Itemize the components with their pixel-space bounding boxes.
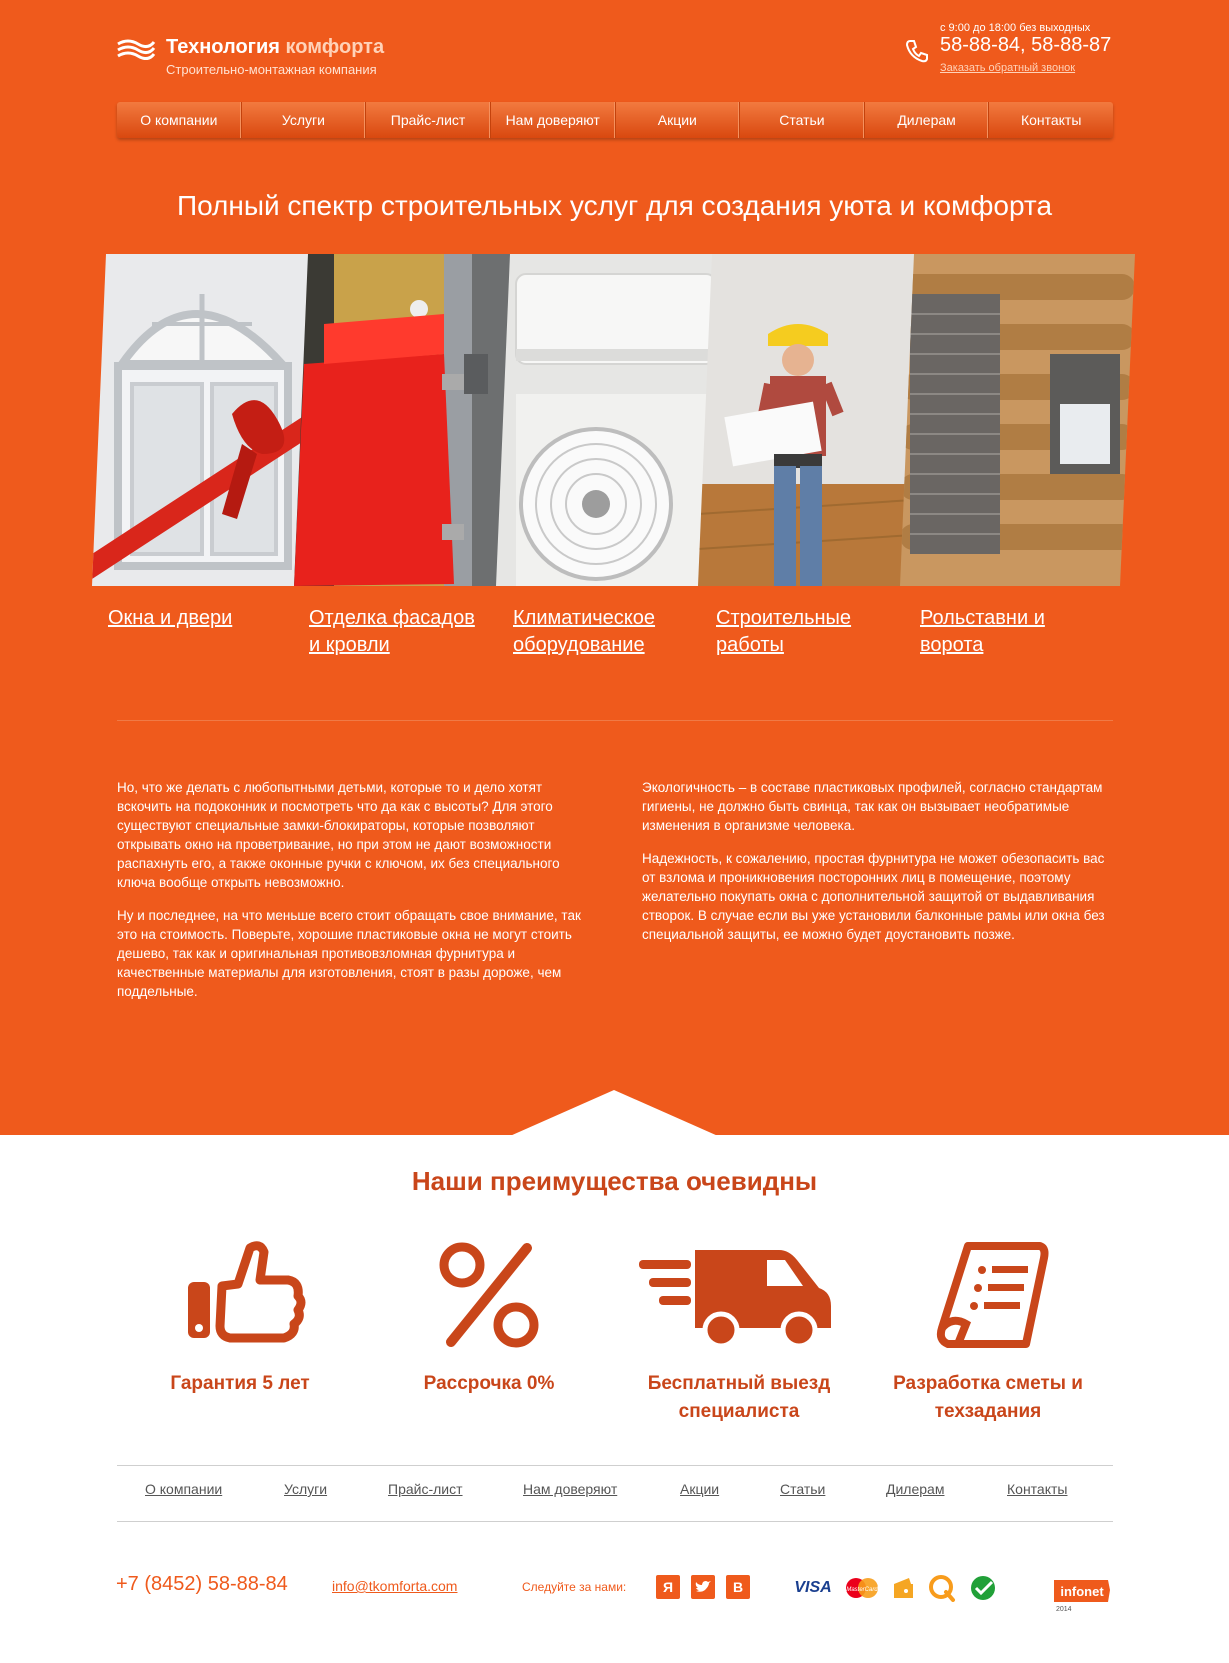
logo-wave-icon	[116, 38, 156, 60]
twitter-icon[interactable]	[691, 1575, 715, 1599]
footer-nav-articles[interactable]: Статьи	[780, 1481, 826, 1497]
service-panels	[92, 254, 1135, 586]
nav-item-articles[interactable]: Статьи	[740, 102, 865, 138]
nav-item-services[interactable]: Услуги	[242, 102, 367, 138]
nav-item-dealers[interactable]: Дилерам	[865, 102, 990, 138]
footer-nav-about[interactable]: О компании	[145, 1481, 223, 1497]
qiwi-icon	[928, 1574, 956, 1602]
delivery-van-icon	[639, 1240, 839, 1350]
text-column-right	[642, 778, 1112, 958]
svg-text:infonet: infonet	[1060, 1584, 1104, 1599]
logo[interactable]	[116, 34, 436, 84]
paragraph: Надежность, к сожалению, простая фурнитура не может обезопасить вас от взлома и проникновения посторонних лиц в помещение, поэтому желательно покупать окна с дополнительной защитой от выдавливания створок. В случае если вы уже установили балконные рамы или окна без специальной защиты, ее можно будет доустановить позже.	[642, 851, 1105, 942]
paragraph: Но, что же делать с любопытными детьми, которые то и дело хотят вскочить на подоконник и посмотреть что да как с высоты? Для этого существуют специальные замки-блокираторы, которые позволяют открывать окно на проветривание, но при этом не дают возможности распахнуть его, а также оконные ручки с ключом, их без специального ключа вообще открыть невозможно.	[117, 780, 560, 890]
panel-facades[interactable]	[294, 254, 524, 586]
nav-item-contacts[interactable]: Контакты	[1020, 112, 1082, 128]
panel-construction[interactable]	[698, 254, 928, 586]
svg-text:2014: 2014	[1056, 1606, 1072, 1612]
panel-windows[interactable]	[92, 254, 322, 586]
advantage-free-visit	[614, 1240, 864, 1426]
footer-divider-top	[117, 1465, 1113, 1466]
advantage-estimate	[863, 1240, 1113, 1426]
follow-us-label: Следуйте за нами:	[522, 1580, 627, 1594]
working-hours: с 9:00 до 18:00 без выходных	[940, 22, 1091, 34]
thumbs-up-icon	[170, 1240, 310, 1350]
phone-icon	[904, 38, 930, 64]
advantage-label: Бесплатный выезд специалиста	[647, 1373, 831, 1422]
service-links	[100, 605, 1140, 665]
logo-subtitle: Строительно-монтажная компания	[166, 62, 377, 77]
section-divider	[117, 720, 1113, 721]
paragraph: Экологичность – в составе пластиковых профилей, согласно стандартам гигиены, не должно быть свинца, так как он вызывает необратимые изменения в организме человека.	[642, 780, 1103, 833]
yandex-icon[interactable]: Я	[656, 1575, 680, 1599]
main-nav	[117, 102, 1113, 138]
nav-item-trust[interactable]: Нам доверяют	[491, 102, 616, 138]
footer-phone: +7 (8452) 58-88-84	[116, 1573, 288, 1595]
footer-nav-dealers[interactable]: Дилерам	[886, 1481, 945, 1497]
panel-climate[interactable]	[496, 254, 726, 586]
svg-text:MasterCard: MasterCard	[846, 1587, 878, 1593]
footer-email-link[interactable]: info@tkomforta.com	[332, 1578, 458, 1594]
nav-item-promotions[interactable]: Акции	[616, 102, 741, 138]
percent-icon	[419, 1240, 559, 1350]
advantage-label: Рассрочка 0%	[423, 1373, 555, 1394]
visa-icon: VISA	[794, 1579, 832, 1596]
footer-nav-pricelist[interactable]: Прайс-лист	[388, 1481, 463, 1497]
logo-title: Технология комфорта	[166, 36, 385, 58]
service-link-construction[interactable]: Строительные работы	[716, 607, 852, 656]
panel-shutters[interactable]	[900, 254, 1135, 586]
advantage-installment	[364, 1240, 614, 1398]
vkontakte-icon[interactable]: В	[726, 1575, 750, 1599]
section-notch	[510, 1090, 718, 1136]
mastercard-icon	[842, 1574, 882, 1602]
service-link-facades[interactable]: Отделка фасадов и кровли	[309, 607, 475, 656]
advantage-guarantee	[115, 1240, 365, 1398]
footer-divider-bottom	[117, 1521, 1113, 1522]
nav-item-about[interactable]: О компании	[117, 102, 242, 138]
hero-title: Полный спектр строительных услуг для создания уюта и комфорта	[176, 190, 1053, 221]
header-contact	[904, 20, 1134, 80]
text-column-left	[117, 778, 587, 1015]
infonet-logo[interactable]	[1052, 1574, 1112, 1612]
service-link-shutters[interactable]: Рольставни и ворота	[920, 607, 1045, 656]
nav-item-pricelist[interactable]: Прайс-лист	[366, 102, 491, 138]
yandex-money-icon	[890, 1574, 916, 1602]
footer-nav-promotions[interactable]: Акции	[680, 1481, 720, 1497]
header-phones: 58-88-84, 58-88-87	[940, 34, 1112, 56]
paragraph: Ну и последнее, на что меньше всего стоит обращать свое внимание, так это на стоимость. Поверьте, хорошие пластиковые окна не могут стоить дешево, так как и оригинальная противовзломная фурнитура и качественные материалы для изготовления, стоят в разы дороже, чем поддельные.	[117, 908, 581, 999]
footer-nav-contacts[interactable]: Контакты	[1007, 1481, 1068, 1497]
footer-nav-trust[interactable]: Нам доверяют	[523, 1481, 618, 1497]
callback-link[interactable]: Заказать обратный звонок	[940, 62, 1076, 74]
advantage-label: Разработка сметы и техзадания	[893, 1373, 1083, 1422]
service-link-climate[interactable]: Климатическое оборудование	[513, 607, 656, 656]
advantages-title: Наши преимущества очевидны	[411, 1166, 818, 1196]
sberbank-icon	[968, 1574, 998, 1602]
service-link-windows[interactable]: Окна и двери	[108, 607, 233, 629]
footer-nav	[117, 1481, 1113, 1503]
footer-nav-services[interactable]: Услуги	[284, 1481, 328, 1497]
advantage-label: Гарантия 5 лет	[170, 1373, 310, 1394]
document-list-icon	[918, 1240, 1058, 1350]
